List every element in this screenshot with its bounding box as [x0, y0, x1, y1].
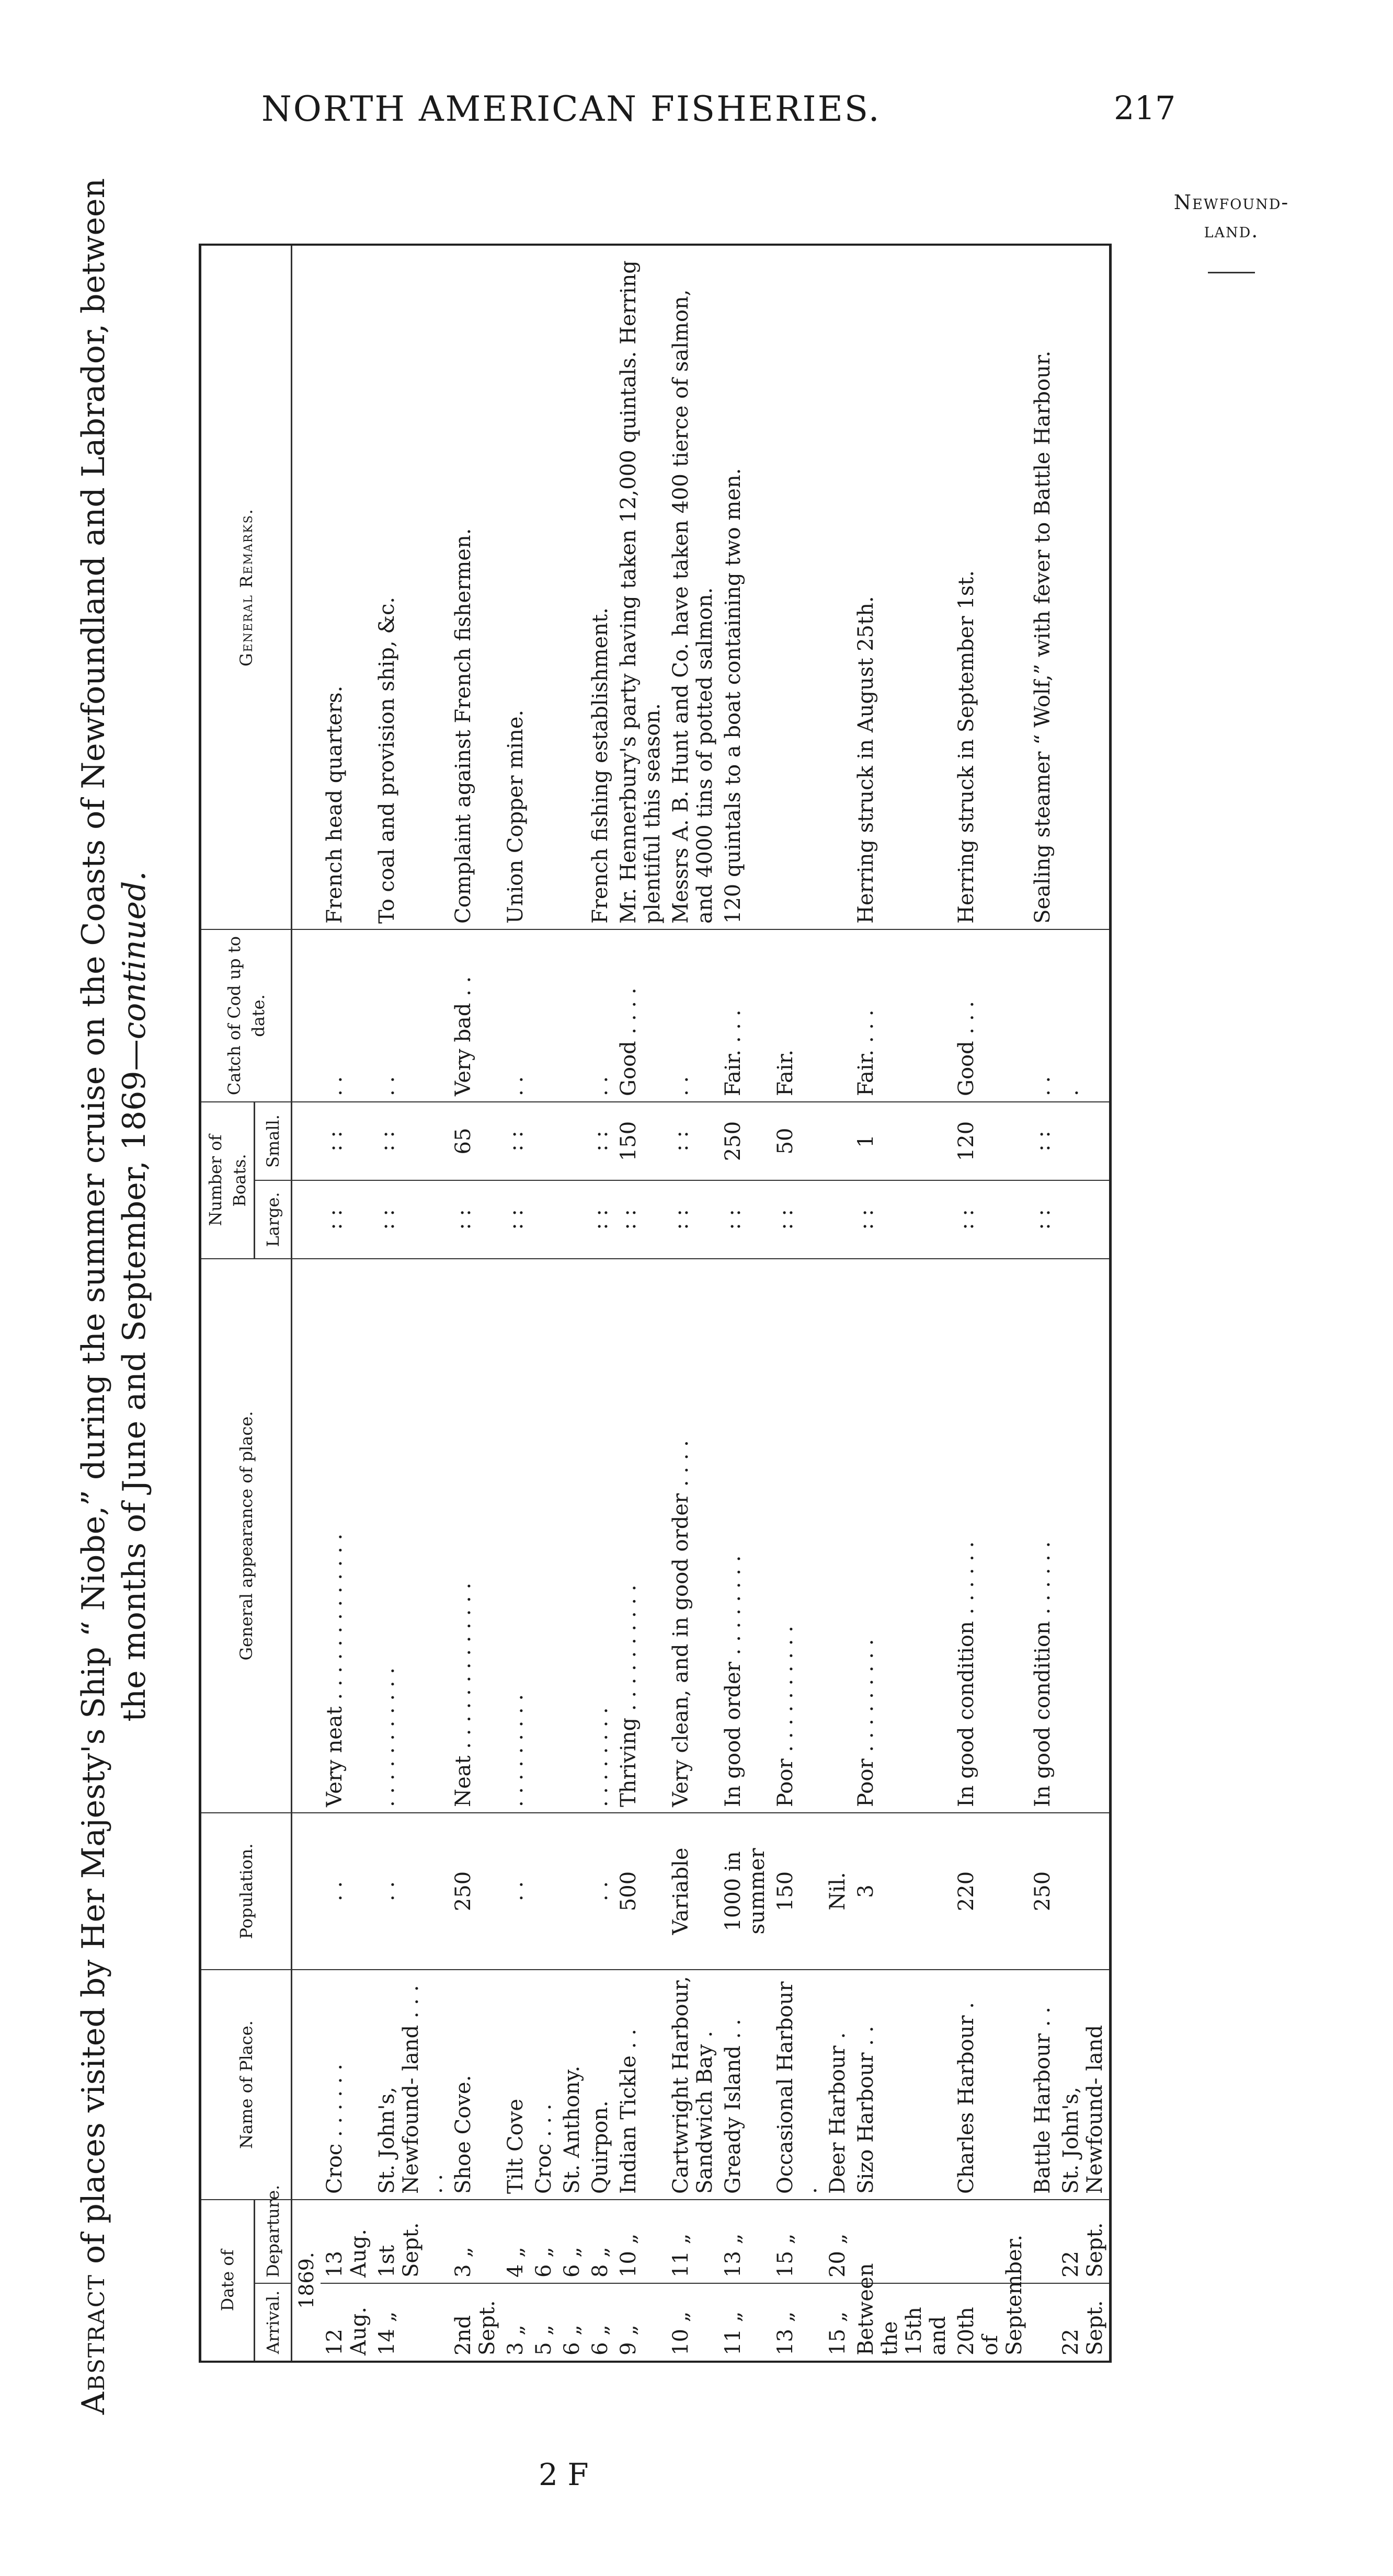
table-row: [558, 245, 586, 2362]
name-cell: Gready Island . .: [719, 1970, 771, 2200]
appearance-cell: [824, 1259, 852, 1813]
arrival-cell: 10 „: [667, 2283, 719, 2362]
departure-cell: 6 „: [558, 2200, 586, 2283]
header-catch: Catch of Cod up to date.: [200, 929, 292, 1102]
appearance-cell: Thriving . . . . . . . . . .: [614, 1259, 667, 1813]
remarks-cell: French head quarters.: [321, 245, 373, 929]
table-body: [292, 245, 1111, 2362]
table-row: [530, 245, 558, 2362]
side-note: [1145, 188, 1318, 245]
population-cell: [558, 1813, 586, 1970]
population-cell: . .: [321, 1813, 373, 1970]
small-boats-cell: 1: [852, 1102, 952, 1180]
population-cell: Variable: [667, 1813, 719, 1970]
remarks-cell: Union Copper mine.: [501, 245, 530, 929]
departure-cell: 10 „: [614, 2200, 667, 2283]
population-cell: 220: [952, 1813, 1029, 1970]
remarks-cell: French fishing establishment.: [586, 245, 614, 929]
table-row: [449, 245, 501, 2362]
appearance-cell: . . . . . . . . .: [501, 1259, 530, 1813]
catch-cell: . .: [373, 929, 449, 1102]
catch-cell: . .: [586, 929, 614, 1102]
departure-cell: 3 „: [449, 2200, 501, 2283]
table-row: [952, 245, 1029, 2362]
catch-cell: . .: [667, 929, 719, 1102]
name-cell: Charles Harbour .: [952, 1970, 1029, 2200]
arrival-cell: Between the 15th and: [852, 2283, 952, 2362]
catch-cell: Fair. . . .: [719, 929, 771, 1102]
name-cell: Deer Harbour .: [824, 1970, 852, 2200]
name-cell: Occasional Harbour .: [771, 1970, 824, 2200]
header-arrival: Arrival.: [255, 2283, 292, 2362]
appearance-cell: In good condition . . . . . .: [1029, 1259, 1057, 1813]
caption-lead: Abstract: [75, 2274, 112, 2415]
name-cell: Sizo Harbour . .: [852, 1970, 952, 2200]
table-row: [614, 245, 667, 2362]
page-number: 217: [1114, 89, 1176, 127]
table-row: [824, 245, 852, 2362]
side-note-rule: [1208, 272, 1255, 273]
population-cell: [1057, 1813, 1111, 1970]
arrival-cell: 12 Aug.: [321, 2283, 373, 2362]
signature-mark: 2 F: [539, 2457, 589, 2492]
arrival-cell: 6 „: [586, 2283, 614, 2362]
small-boats-cell: : :: [667, 1102, 719, 1180]
remarks-cell: [771, 245, 824, 929]
small-boats-cell: : :: [1029, 1102, 1057, 1180]
departure-cell: [1029, 2200, 1057, 2283]
arrival-cell: 5 „: [530, 2283, 558, 2362]
large-boats-cell: [558, 1180, 586, 1259]
table-row: [321, 245, 373, 2362]
header-name: Name of Place.: [200, 1970, 292, 2200]
name-cell: Quirpon.: [586, 1970, 614, 2200]
table-caption: [73, 167, 193, 2425]
appearance-cell: Poor . . . . . . . . .: [852, 1259, 952, 1813]
large-boats-cell: [530, 1180, 558, 1259]
departure-cell: 11 „: [667, 2200, 719, 2283]
departure-cell: 13 „: [719, 2200, 771, 2283]
name-cell: Shoe Cove.: [449, 1970, 501, 2200]
name-cell: Croc . . . . . .: [321, 1970, 373, 2200]
remarks-cell: [530, 245, 558, 929]
departure-cell: 22 Sept.: [1057, 2200, 1111, 2283]
small-boats-cell: : :: [373, 1102, 449, 1180]
table-row: [719, 245, 771, 2362]
large-boats-cell: [1057, 1180, 1111, 1259]
name-cell: St. John's, Newfound- land: [1057, 1970, 1111, 2200]
remarks-cell: To coal and provision ship, &c.: [373, 245, 449, 929]
arrival-cell: 20th of September.: [952, 2283, 1029, 2362]
departure-cell: 20 „: [824, 2200, 852, 2283]
small-boats-cell: 150: [614, 1102, 667, 1180]
large-boats-cell: : :: [373, 1180, 449, 1259]
header-large: Large.: [255, 1180, 292, 1259]
catch-cell: .: [1057, 929, 1111, 1102]
population-cell: [530, 1813, 558, 1970]
catch-cell: . .: [501, 929, 530, 1102]
remarks-cell: [1057, 245, 1111, 929]
header-departure: Departure.: [255, 2200, 292, 2283]
catch-cell: . .: [321, 929, 373, 1102]
appearance-cell: . . . . . . . .: [586, 1259, 614, 1813]
arrival-cell: 15 „: [824, 2283, 852, 2362]
appearance-cell: In good condition . . . . . .: [952, 1259, 1029, 1813]
large-boats-cell: : :: [852, 1180, 952, 1259]
catch-cell: [558, 929, 586, 1102]
large-boats-cell: : :: [771, 1180, 824, 1259]
small-boats-cell: : :: [321, 1102, 373, 1180]
catch-cell: Fair.: [771, 929, 824, 1102]
name-cell: St. John's, Newfound- land . . . . .: [373, 1970, 449, 2200]
arrival-cell: 6 „: [558, 2283, 586, 2362]
population-cell: 1000 in summer: [719, 1813, 771, 1970]
appearance-cell: . . . . . . . . . . .: [373, 1259, 449, 1813]
population-cell: . .: [373, 1813, 449, 1970]
appearance-cell: Very neat . . . . . . . . . . . . .: [321, 1259, 373, 1813]
header-date-of: Date of: [200, 2200, 255, 2362]
departure-cell: 4 „: [501, 2200, 530, 2283]
departure-cell: 8 „: [586, 2200, 614, 2283]
large-boats-cell: : :: [321, 1180, 373, 1259]
departure-cell: 15 „: [771, 2200, 824, 2283]
remarks-cell: Mr. Hennerbury's party having taken 12,000 quintals. Herring plentiful this season.: [614, 245, 667, 929]
departure-cell: 1st Sept.: [373, 2200, 449, 2283]
appearance-cell: Poor . . . . . . . . . .: [771, 1259, 824, 1813]
large-boats-cell: : :: [719, 1180, 771, 1259]
large-boats-cell: : :: [952, 1180, 1029, 1259]
population-cell: 500: [614, 1813, 667, 1970]
large-boats-cell: : :: [667, 1180, 719, 1259]
arrival-cell: [1029, 2283, 1057, 2362]
arrival-cell: 3 „: [501, 2283, 530, 2362]
table-row: [1057, 245, 1111, 2362]
arrival-cell: 22 Sept.: [1057, 2283, 1111, 2362]
catch-cell: Good . . .: [952, 929, 1029, 1102]
departure-cell: 13 Aug.: [321, 2200, 373, 2283]
small-boats-cell: 250: [719, 1102, 771, 1180]
header-appearance: General appearance of place.: [200, 1259, 292, 1813]
caption-tail: continued.: [116, 871, 153, 1040]
table-row: [771, 245, 824, 2362]
small-boats-cell: [530, 1102, 558, 1180]
remarks-cell: 120 quintals to a boat containing two men.: [719, 245, 771, 929]
catch-cell: Fair. . . .: [852, 929, 952, 1102]
small-boats-cell: [1057, 1102, 1111, 1180]
appearance-cell: Very clean, and in good order . . . .: [667, 1259, 719, 1813]
name-cell: Cartwright Harbour, Sandwich Bay .: [667, 1970, 719, 2200]
large-boats-cell: : :: [586, 1180, 614, 1259]
remarks-cell: Messrs A. B. Hunt and Co. have taken 400 tierce of salmon, and 4000 tins of potted salmon.: [667, 245, 719, 929]
header-boats: Number of Boats.: [200, 1102, 255, 1259]
remarks-cell: Herring struck in September 1st.: [952, 245, 1029, 929]
abstract-table: [199, 244, 1112, 2363]
population-cell: 150: [771, 1813, 824, 1970]
large-boats-cell: [824, 1180, 852, 1259]
population-cell: 250: [449, 1813, 501, 1970]
arrival-cell: 13 „: [771, 2283, 824, 2362]
name-cell: Indian Tickle . .: [614, 1970, 667, 2200]
header-remarks: General Remarks.: [200, 245, 292, 929]
catch-cell: [824, 929, 852, 1102]
catch-cell: Very bad . .: [449, 929, 501, 1102]
appearance-cell: In good order . . . . . . . .: [719, 1259, 771, 1813]
appearance-cell: [558, 1259, 586, 1813]
table-row: [1029, 245, 1057, 2362]
appearance-cell: [530, 1259, 558, 1813]
remarks-cell: Complaint against French fishermen.: [449, 245, 501, 929]
name-cell: Tilt Cove: [501, 1970, 530, 2200]
catch-cell: Good . . . .: [614, 929, 667, 1102]
small-boats-cell: 65: [449, 1102, 501, 1180]
name-cell: Croc . . .: [530, 1970, 558, 2200]
arrival-cell: 2nd Sept.: [449, 2283, 501, 2362]
header-population: Population.: [200, 1813, 292, 1970]
large-boats-cell: : :: [614, 1180, 667, 1259]
table-row: [586, 245, 614, 2362]
table-row: [852, 245, 952, 2362]
table-row: [667, 245, 719, 2362]
small-boats-cell: [824, 1102, 852, 1180]
small-boats-cell: : :: [586, 1102, 614, 1180]
remarks-cell: Herring struck in August 25th.: [852, 245, 952, 929]
name-cell: Battle Harbour . .: [1029, 1970, 1057, 2200]
small-boats-cell: : :: [501, 1102, 530, 1180]
side-note-line-2: land.: [1204, 219, 1259, 242]
population-cell: . .: [586, 1813, 614, 1970]
large-boats-cell: : :: [1029, 1180, 1057, 1259]
arrival-cell: 9 „: [614, 2283, 667, 2362]
running-head: NORTH AMERICAN FISHERIES.: [261, 89, 881, 129]
rotated-table-block: [73, 167, 1107, 2425]
population-cell: Nil.: [824, 1813, 852, 1970]
arrival-cell: 11 „: [719, 2283, 771, 2362]
catch-cell: . .: [1029, 929, 1057, 1102]
appearance-cell: [1057, 1259, 1111, 1813]
remarks-cell: Sealing steamer “ Wolf,” with fever to Battle Harbour.: [1029, 245, 1057, 929]
small-boats-cell: [558, 1102, 586, 1180]
large-boats-cell: : :: [449, 1180, 501, 1259]
arrival-cell: 14 „: [373, 2283, 449, 2362]
year-row: [292, 245, 321, 2362]
side-note-line-1: Newfound-: [1173, 191, 1289, 214]
caption-text: of places visited by Her Majesty's Ship “ Niobe,” during the summer cruise on the Coasts of Newfoundland and Labrador, between the months of June and September, 1869—: [75, 178, 153, 2274]
departure-cell: 6 „: [530, 2200, 558, 2283]
year-label: 1869.: [292, 2200, 321, 2362]
name-cell: St. Anthony.: [558, 1970, 586, 2200]
large-boats-cell: : :: [501, 1180, 530, 1259]
small-boats-cell: 120: [952, 1102, 1029, 1180]
header-small: Small.: [255, 1102, 292, 1180]
remarks-cell: [558, 245, 586, 929]
remarks-cell: [824, 245, 852, 929]
population-cell: 3: [852, 1813, 952, 1970]
table-row: [373, 245, 449, 2362]
small-boats-cell: 50: [771, 1102, 824, 1180]
table-row: [501, 245, 530, 2362]
population-cell: . .: [501, 1813, 530, 1970]
catch-cell: [530, 929, 558, 1102]
population-cell: 250: [1029, 1813, 1057, 1970]
appearance-cell: Neat . . . . . . . . . . . . .: [449, 1259, 501, 1813]
